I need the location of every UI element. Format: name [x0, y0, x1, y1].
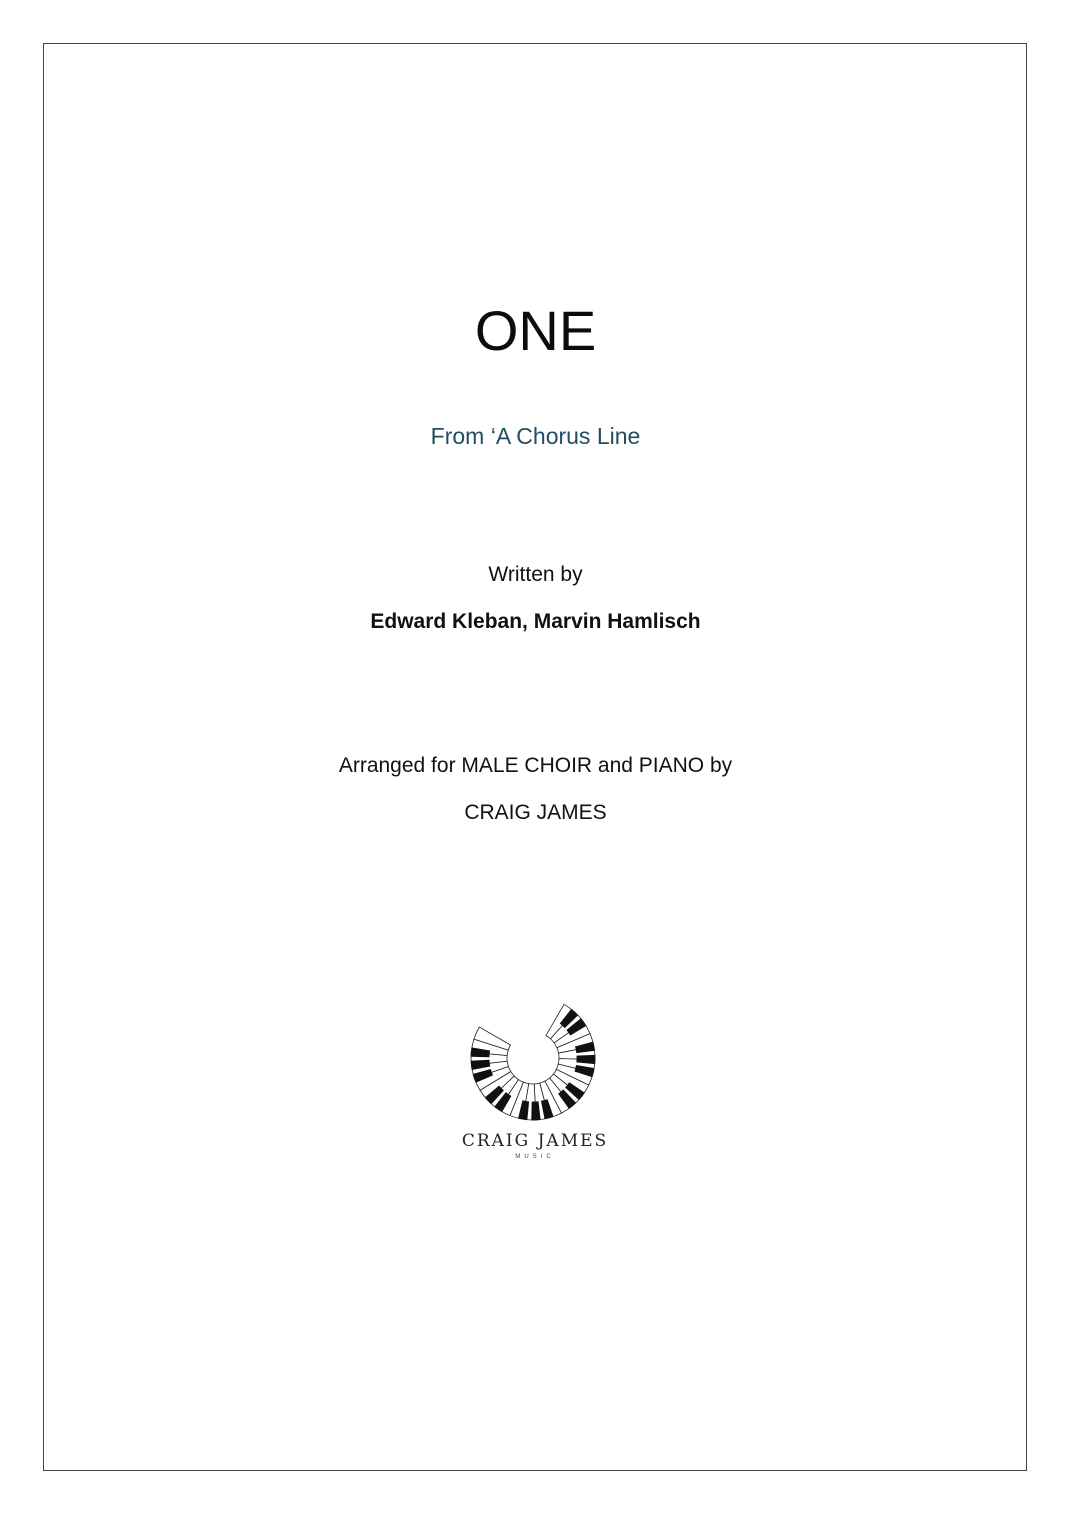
arranged-for-line: Arranged for MALE CHOIR and PIANO by	[338, 754, 733, 777]
page-subtitle: From ‘A Chorus Line	[430, 423, 641, 449]
arranger-name: CRAIG JAMES	[464, 801, 607, 824]
logo-subtitle: MUSIC	[515, 1154, 555, 1160]
logo-name: CRAIG JAMES	[461, 1131, 609, 1151]
authors: Edward Kleban, Marvin Hamlisch	[370, 610, 701, 633]
written-by-label: Written by	[488, 563, 583, 586]
piano-keys-c-logo-icon	[455, 990, 615, 1125]
craig-james-music-logo	[455, 990, 615, 1170]
page-title: ONE	[474, 299, 597, 362]
logo-black-key	[577, 1055, 595, 1063]
